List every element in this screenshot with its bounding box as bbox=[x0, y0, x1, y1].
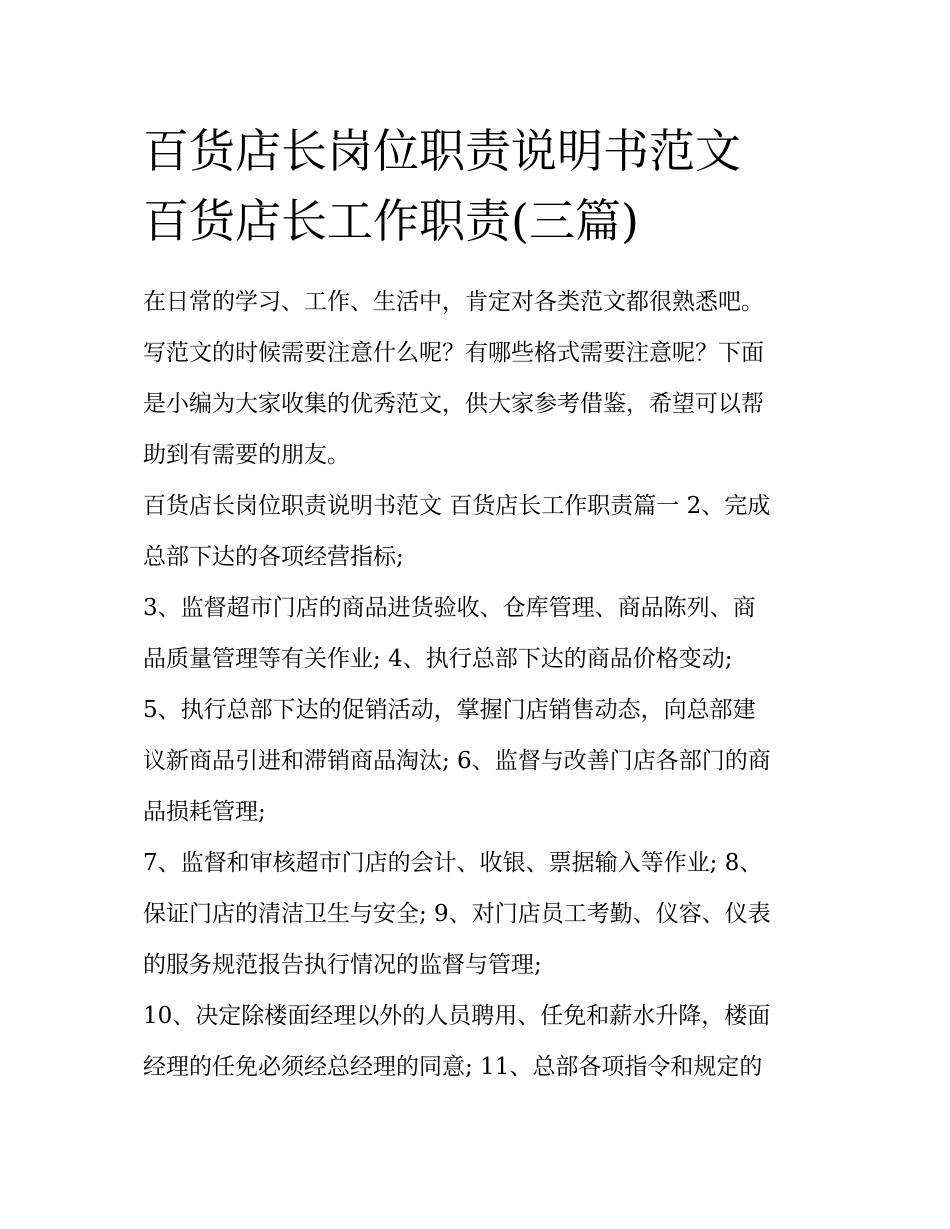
paragraph-item-10-11 bbox=[143, 991, 818, 1093]
paragraph-line: 百货店长岗位职责说明书范文 百货店长工作职责篇一 2、完成 bbox=[143, 493, 771, 519]
paragraph-line: 品损耗管理; bbox=[143, 799, 266, 825]
document-body bbox=[143, 277, 818, 1093]
paragraph-line: 3、监督超市门店的商品进货验收、仓库管理、商品陈列、商 bbox=[143, 595, 756, 621]
paragraph-item-2 bbox=[143, 481, 818, 583]
title-line-1: 百货店长岗位职责说明书范文 bbox=[143, 124, 741, 178]
title-line-2: 百货店长工作职责(三篇) bbox=[143, 194, 639, 248]
paragraph-line: 助到有需要的朋友。 bbox=[143, 442, 350, 468]
paragraph-line: 10、决定除楼面经理以外的人员聘用、任免和薪水升降，楼面 bbox=[143, 1003, 771, 1029]
paragraph-line: 在日常的学习、工作、生活中，肯定对各类范文都很熟悉吧。 bbox=[143, 289, 764, 315]
paragraph-line: 经理的任免必须经总经理的同意; 11、总部各项指令和规定的 bbox=[143, 1054, 763, 1080]
paragraph-line: 是小编为大家收集的优秀范文，供大家参考借鉴，希望可以帮 bbox=[143, 391, 764, 417]
paragraph-line: 品质量管理等有关作业; 4、执行总部下达的商品价格变动; bbox=[143, 646, 733, 672]
paragraph-item-7-9 bbox=[143, 838, 818, 991]
paragraph-line: 5、执行总部下达的促销活动，掌握门店销售动态，向总部建 bbox=[143, 697, 756, 723]
paragraph-item-5-6 bbox=[143, 685, 818, 838]
paragraph-line: 总部下达的各项经营指标; bbox=[143, 544, 404, 570]
paragraph-line: 7、监督和审核超市门店的会计、收银、票据输入等作业; 8、 bbox=[143, 850, 763, 876]
document-title bbox=[143, 116, 843, 256]
paragraph-line: 保证门店的清洁卫生与安全; 9、对门店员工考勤、仪容、仪表 bbox=[143, 901, 771, 927]
paragraph-line: 议新商品引进和滞销商品淘汰; 6、监督与改善门店各部门的商 bbox=[143, 748, 771, 774]
paragraph-intro bbox=[143, 277, 818, 481]
paragraph-item-3-4 bbox=[143, 583, 818, 685]
paragraph-line: 写范文的时候需要注意什么呢？有哪些格式需要注意呢？下面 bbox=[143, 340, 764, 366]
paragraph-line: 的服务规范报告执行情况的监督与管理; bbox=[143, 952, 542, 978]
